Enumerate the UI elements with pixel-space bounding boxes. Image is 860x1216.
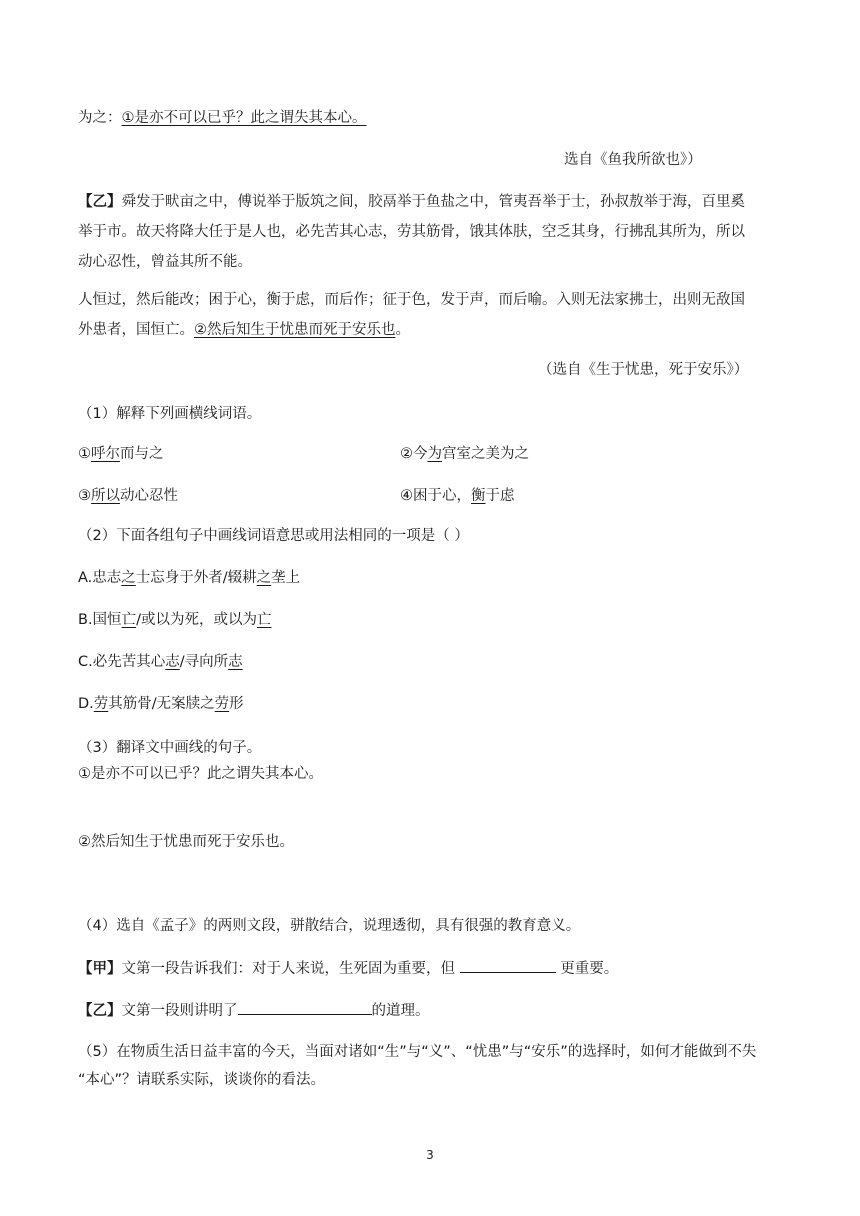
q5-line2: “本心”？请联系实际，谈谈你的看法。	[78, 1072, 326, 1088]
yi-p1-text1: 舜发于畎亩之中，傅说举于版筑之间，胶鬲举于鱼盐之中，管夷吾举于士，孙叔敖举于海，百里奚	[121, 194, 745, 210]
q1-item-underlined: 所以	[91, 488, 120, 504]
q1-item-pre: 今	[413, 446, 428, 462]
q1-item-post: 于虑	[485, 488, 515, 504]
q4-prompt: （4）选自《孟子》的两则文段，骈散结合，说理透彻，具有很强的教育意义。	[78, 918, 581, 934]
q4-jia-label: 【甲】	[78, 961, 122, 977]
option-underlined: 志	[165, 654, 180, 670]
option-underlined: 劳	[93, 696, 109, 712]
option-text: B.国恒	[78, 612, 122, 628]
option-text: 士忘身于外者/辍耕	[135, 570, 257, 586]
q1-item-marker: ①	[78, 446, 91, 462]
q4-yi-label: 【乙】	[78, 1003, 122, 1019]
yi-label: 【乙】	[78, 194, 122, 210]
option-underlined: 志	[228, 654, 243, 670]
q1-prompt: （1）解释下列画横线词语。	[78, 406, 262, 422]
page-number: 3	[426, 1148, 434, 1162]
q4-yi-line	[78, 1000, 430, 1021]
option-text: /寻向所	[179, 654, 229, 670]
q4-jia-pre: 文第一段告诉我们：对于人来说，生死固为重要，但	[121, 961, 460, 977]
q1-item-4	[400, 486, 515, 506]
q1-item-post: 动心忍性	[120, 488, 178, 504]
jia-tail-prefix: 为之：	[78, 110, 122, 126]
option-text: 形	[229, 696, 244, 712]
q1-item-marker: ②	[400, 446, 413, 462]
q1-item-underlined: 衡	[471, 488, 486, 504]
q1-item-underlined: 为	[427, 446, 442, 462]
option-underlined: 之	[256, 570, 272, 586]
source-yi: （选自《生于忧患，死于安乐》）	[538, 362, 749, 378]
option-underlined: 劳	[214, 696, 230, 712]
q3-sentence-2: ②然后知生于忧患而死于安乐也。	[78, 834, 294, 850]
q2-option-b	[78, 610, 271, 630]
yi-p2-line1: 人恒过，然后能改；困于心，衡于虑，而后作；征于色，发于声，而后喻。入则无法家拂士，出则无敌国	[78, 292, 745, 308]
option-text: /或以为死，或以为	[136, 612, 257, 628]
q1-item-3	[78, 486, 178, 506]
jia-tail-underlined: 是亦不可以已乎？此之谓失其本心。	[134, 110, 367, 126]
q4-jia-post: 更重要。	[555, 961, 619, 977]
yi-p1-line2: 举于市。故天将降大任于是人也，必先苦其心志，劳其筋骨，饿其体肤，空乏其身，行拂乱其所为，所以	[78, 224, 745, 240]
jia-tail-line	[78, 108, 367, 128]
yi-p2-line2	[78, 320, 410, 340]
yi-p2-prefix: 外患者，国恒亡。	[78, 322, 194, 338]
source-jia: 选自《鱼我所欲也》）	[564, 152, 702, 168]
option-text: C.必先苦其心	[78, 654, 166, 670]
q4-yi-blank[interactable]	[238, 1000, 372, 1015]
q3-prompt: （3）翻译文中画线的句子。	[78, 740, 262, 756]
q1-item-post: 宫室之美为之	[442, 446, 529, 462]
q1-item-2	[400, 444, 529, 464]
yi-p2-end: 。	[395, 322, 410, 338]
q1-item-post: 而与之	[120, 446, 164, 462]
option-text: A.忠志	[78, 570, 122, 586]
q2-prompt: （2）下面各组句子中画线词语意思或用法相同的一项是（ ）	[78, 528, 469, 544]
q5-line1: （5）在物质生活日益丰富的今天，当面对诸如“生”与“义”、“忧患”与“安乐”的选择时，如何才能做到不失	[78, 1044, 757, 1060]
q4-jia-line	[78, 958, 618, 979]
yi-p1-line1	[78, 192, 745, 212]
q1-item-marker: ④	[400, 488, 413, 504]
option-underlined: 亡	[121, 612, 137, 628]
q2-option-a	[78, 568, 300, 588]
q1-item-pre: 困于心，	[413, 488, 471, 504]
q1-item-1	[78, 444, 164, 464]
yi-p2-underlined: 然后知生于忧患而死于安乐也	[207, 322, 396, 338]
jia-tail-marker: ①	[121, 110, 135, 126]
yi-p2-marker: ②	[194, 322, 207, 338]
q1-item-marker: ③	[78, 488, 91, 504]
q4-jia-blank[interactable]	[460, 958, 556, 973]
option-text: D.	[78, 696, 94, 712]
q4-yi-pre: 文第一段则讲明了	[121, 1003, 238, 1019]
q2-option-d	[78, 694, 244, 714]
option-underlined: 亡	[256, 612, 272, 628]
q1-item-underlined: 呼尔	[91, 446, 120, 462]
option-text: 其筋骨/无案牍之	[108, 696, 215, 712]
yi-p1-line3: 动心忍性，曾益其所不能。	[78, 254, 252, 270]
q2-option-c	[78, 652, 243, 672]
q3-sentence-1: ①是亦不可以已乎？此之谓失其本心。	[78, 766, 323, 782]
q4-yi-post: 的道理。	[371, 1003, 430, 1019]
option-text: 垄上	[271, 570, 301, 586]
option-underlined: 之	[121, 570, 136, 586]
